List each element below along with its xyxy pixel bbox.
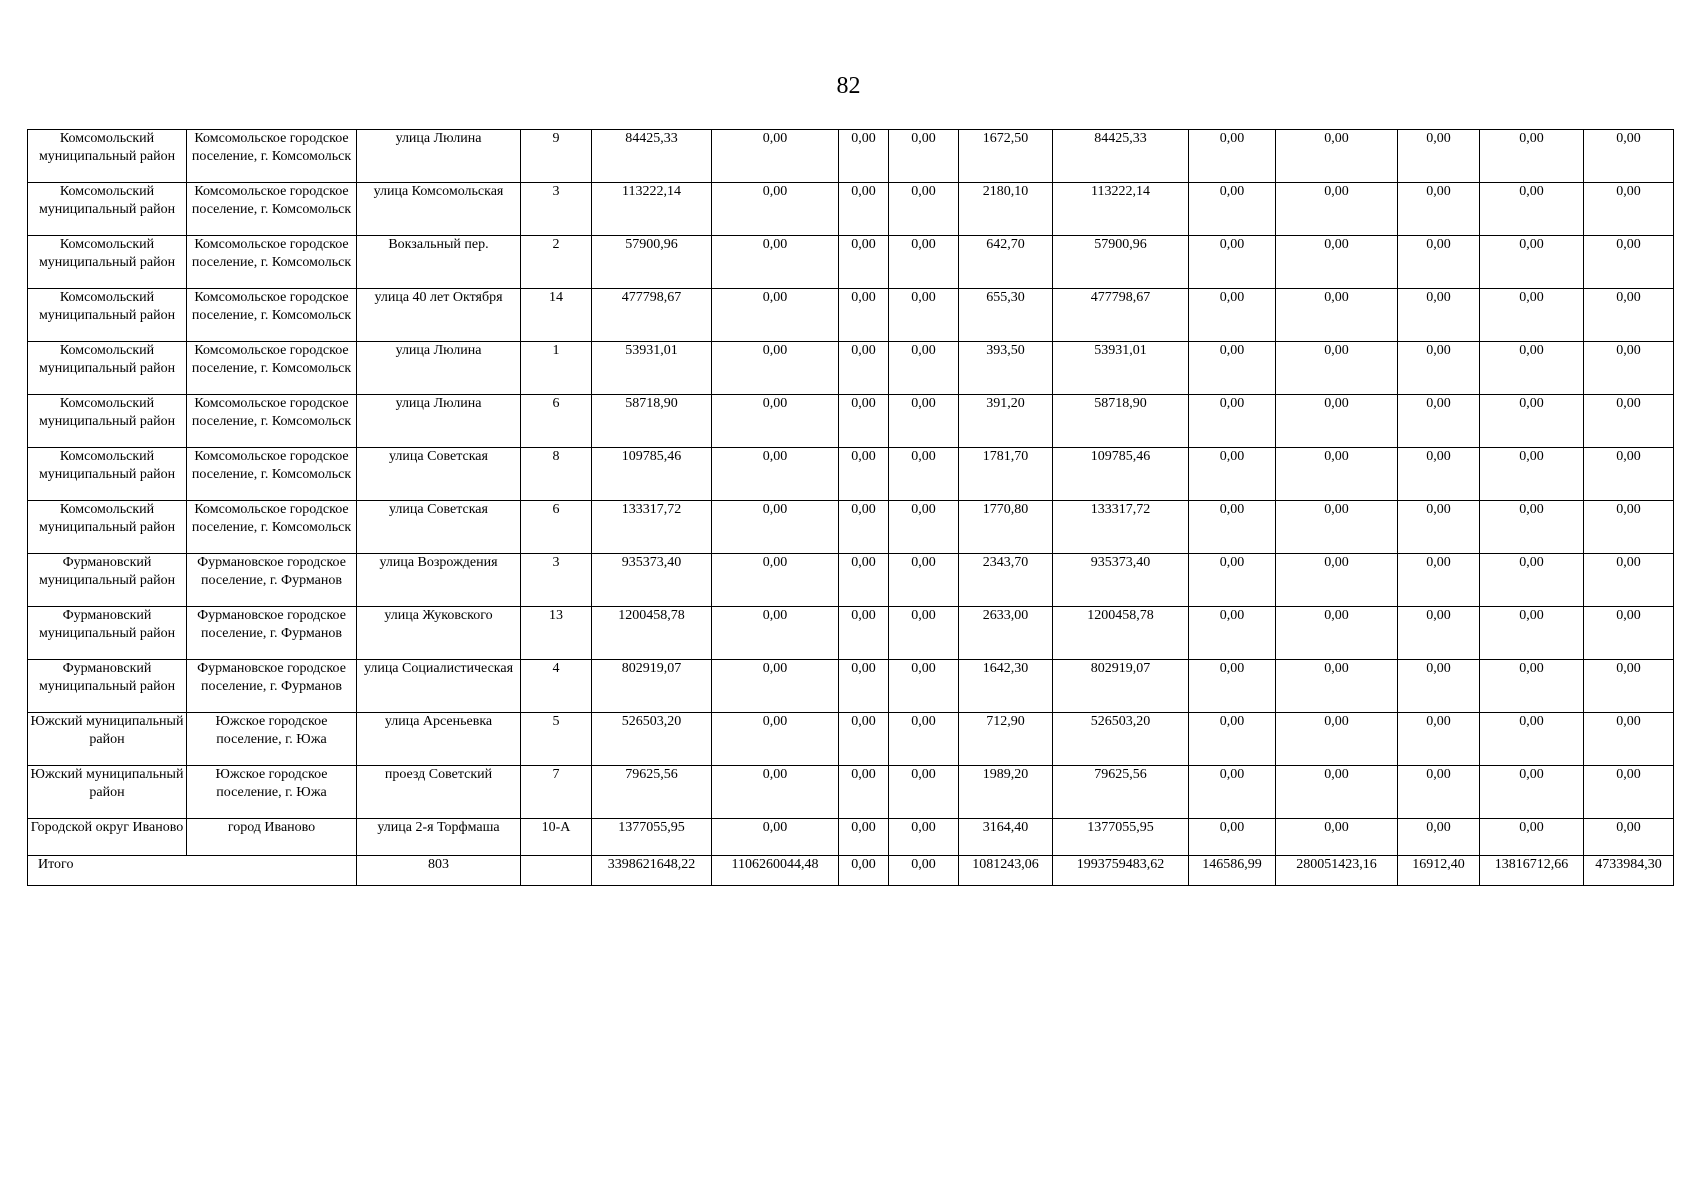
street-cell: улица Комсомольская (357, 183, 521, 236)
value-cell: 0,00 (1276, 236, 1398, 289)
district-cell: Комсомольский муниципальный район (28, 183, 187, 236)
value-cell: 0,00 (712, 395, 839, 448)
value-cell: 0,00 (1276, 342, 1398, 395)
value-cell: 0,00 (1276, 395, 1398, 448)
value-cell: 0,00 (889, 819, 959, 856)
value-cell: 0,00 (1276, 660, 1398, 713)
house-number-cell: 13 (521, 607, 592, 660)
value-cell: 0,00 (1189, 130, 1276, 183)
house-number-cell: 3 (521, 183, 592, 236)
value-cell: 0,00 (1584, 607, 1674, 660)
value-cell: 0,00 (712, 448, 839, 501)
value-cell: 133317,72 (592, 501, 712, 554)
total-value-cell: 16912,40 (1398, 856, 1480, 886)
total-value-cell: 1993759483,62 (1053, 856, 1189, 886)
value-cell: 0,00 (1398, 395, 1480, 448)
district-cell: Южский муниципальный район (28, 766, 187, 819)
value-cell: 0,00 (1584, 554, 1674, 607)
settlement-cell: Южское городское поселение, г. Южа (187, 766, 357, 819)
settlement-cell: Южское городское поселение, г. Южа (187, 713, 357, 766)
value-cell: 0,00 (1480, 395, 1584, 448)
house-number-cell: 7 (521, 766, 592, 819)
settlement-cell: Комсомольское городское поселение, г. Комсомольск (187, 236, 357, 289)
street-cell: улица Социалистическая (357, 660, 521, 713)
district-cell: Фурмановский муниципальный район (28, 660, 187, 713)
table-row (28, 713, 1674, 766)
street-cell: улица Советская (357, 501, 521, 554)
value-cell: 0,00 (839, 554, 889, 607)
value-cell: 0,00 (889, 501, 959, 554)
street-cell: Вокзальный пер. (357, 236, 521, 289)
value-cell: 0,00 (1584, 819, 1674, 856)
settlement-cell: Комсомольское городское поселение, г. Комсомольск (187, 289, 357, 342)
value-cell: 2180,10 (959, 183, 1053, 236)
street-cell: проезд Советский (357, 766, 521, 819)
value-cell: 0,00 (1276, 554, 1398, 607)
table-row (28, 660, 1674, 713)
value-cell: 0,00 (1584, 660, 1674, 713)
value-cell: 0,00 (1276, 607, 1398, 660)
settlement-cell: Фурмановское городское поселение, г. Фурманов (187, 607, 357, 660)
value-cell: 0,00 (1276, 819, 1398, 856)
value-cell: 1377055,95 (1053, 819, 1189, 856)
street-cell: улица Люлина (357, 130, 521, 183)
value-cell: 2343,70 (959, 554, 1053, 607)
table-row (28, 448, 1674, 501)
street-cell: улица 40 лет Октября (357, 289, 521, 342)
value-cell: 0,00 (839, 289, 889, 342)
value-cell: 0,00 (1584, 130, 1674, 183)
value-cell: 0,00 (1398, 607, 1480, 660)
table-row (28, 554, 1674, 607)
value-cell: 0,00 (1480, 660, 1584, 713)
value-cell: 0,00 (889, 660, 959, 713)
table-row (28, 766, 1674, 819)
value-cell: 0,00 (1584, 342, 1674, 395)
value-cell: 0,00 (1398, 183, 1480, 236)
district-cell: Фурмановский муниципальный район (28, 607, 187, 660)
table-row (28, 501, 1674, 554)
table-row (28, 183, 1674, 236)
value-cell: 0,00 (1276, 766, 1398, 819)
value-cell: 0,00 (1398, 713, 1480, 766)
value-cell: 0,00 (1189, 766, 1276, 819)
value-cell: 391,20 (959, 395, 1053, 448)
value-cell: 0,00 (889, 289, 959, 342)
total-value-cell: 0,00 (889, 856, 959, 886)
value-cell: 1781,70 (959, 448, 1053, 501)
value-cell: 0,00 (712, 342, 839, 395)
value-cell: 0,00 (1584, 395, 1674, 448)
value-cell: 0,00 (1189, 289, 1276, 342)
house-number-cell: 9 (521, 130, 592, 183)
value-cell: 655,30 (959, 289, 1053, 342)
value-cell: 935373,40 (592, 554, 712, 607)
house-number-cell: 4 (521, 660, 592, 713)
value-cell: 0,00 (1398, 660, 1480, 713)
value-cell: 113222,14 (1053, 183, 1189, 236)
district-cell: Комсомольский муниципальный район (28, 501, 187, 554)
value-cell: 0,00 (839, 819, 889, 856)
value-cell: 57900,96 (1053, 236, 1189, 289)
total-value-cell: 13816712,66 (1480, 856, 1584, 886)
value-cell: 0,00 (1480, 236, 1584, 289)
value-cell: 0,00 (1480, 130, 1584, 183)
value-cell: 0,00 (1189, 660, 1276, 713)
value-cell: 58718,90 (592, 395, 712, 448)
value-cell: 0,00 (1398, 130, 1480, 183)
total-label: Итого (28, 856, 357, 886)
value-cell: 0,00 (1189, 607, 1276, 660)
value-cell: 0,00 (1189, 501, 1276, 554)
value-cell: 0,00 (712, 607, 839, 660)
value-cell: 0,00 (889, 130, 959, 183)
district-cell: Комсомольский муниципальный район (28, 342, 187, 395)
report-table (27, 129, 1674, 886)
district-cell: Фурмановский муниципальный район (28, 554, 187, 607)
total-house-cell (521, 856, 592, 886)
street-cell: улица Арсеньевка (357, 713, 521, 766)
value-cell: 712,90 (959, 713, 1053, 766)
street-cell: улица Жуковского (357, 607, 521, 660)
page-number: 82 (836, 73, 861, 99)
value-cell: 0,00 (1584, 236, 1674, 289)
value-cell: 53931,01 (592, 342, 712, 395)
total-value-cell: 0,00 (839, 856, 889, 886)
settlement-cell: город Иваново (187, 819, 357, 856)
value-cell: 0,00 (1584, 183, 1674, 236)
value-cell: 79625,56 (1053, 766, 1189, 819)
value-cell: 0,00 (839, 501, 889, 554)
value-cell: 0,00 (1276, 130, 1398, 183)
value-cell: 0,00 (1480, 448, 1584, 501)
value-cell: 526503,20 (1053, 713, 1189, 766)
settlement-cell: Комсомольское городское поселение, г. Комсомольск (187, 448, 357, 501)
value-cell: 526503,20 (592, 713, 712, 766)
settlement-cell: Комсомольское городское поселение, г. Комсомольск (187, 501, 357, 554)
value-cell: 1642,30 (959, 660, 1053, 713)
table-body (28, 130, 1674, 886)
table-row (28, 130, 1674, 183)
value-cell: 0,00 (889, 448, 959, 501)
value-cell: 0,00 (1398, 501, 1480, 554)
street-cell: улица 2-я Торфмаша (357, 819, 521, 856)
value-cell: 0,00 (712, 554, 839, 607)
value-cell: 0,00 (1276, 289, 1398, 342)
value-cell: 84425,33 (592, 130, 712, 183)
value-cell: 935373,40 (1053, 554, 1189, 607)
value-cell: 0,00 (889, 183, 959, 236)
street-cell: улица Люлина (357, 395, 521, 448)
value-cell: 0,00 (1480, 554, 1584, 607)
district-cell: Комсомольский муниципальный район (28, 130, 187, 183)
value-cell: 1989,20 (959, 766, 1053, 819)
value-cell: 0,00 (712, 713, 839, 766)
value-cell: 0,00 (712, 130, 839, 183)
value-cell: 0,00 (1398, 289, 1480, 342)
house-number-cell: 8 (521, 448, 592, 501)
value-cell: 0,00 (889, 607, 959, 660)
value-cell: 0,00 (1398, 236, 1480, 289)
house-number-cell: 6 (521, 395, 592, 448)
total-value-cell: 146586,99 (1189, 856, 1276, 886)
value-cell: 0,00 (839, 342, 889, 395)
value-cell: 0,00 (839, 713, 889, 766)
value-cell: 0,00 (1189, 448, 1276, 501)
settlement-cell: Комсомольское городское поселение, г. Комсомольск (187, 395, 357, 448)
house-number-cell: 5 (521, 713, 592, 766)
value-cell: 0,00 (1276, 501, 1398, 554)
value-cell: 0,00 (1189, 713, 1276, 766)
value-cell: 1200458,78 (592, 607, 712, 660)
settlement-cell: Комсомольское городское поселение, г. Комсомольск (187, 342, 357, 395)
value-cell: 109785,46 (1053, 448, 1189, 501)
house-number-cell: 2 (521, 236, 592, 289)
value-cell: 1200458,78 (1053, 607, 1189, 660)
value-cell: 802919,07 (592, 660, 712, 713)
settlement-cell: Комсомольское городское поселение, г. Комсомольск (187, 183, 357, 236)
value-cell: 0,00 (712, 819, 839, 856)
value-cell: 1770,80 (959, 501, 1053, 554)
total-row (28, 856, 1674, 886)
table-row (28, 342, 1674, 395)
value-cell: 0,00 (1480, 819, 1584, 856)
value-cell: 0,00 (889, 766, 959, 819)
value-cell: 0,00 (889, 342, 959, 395)
value-cell: 0,00 (1189, 183, 1276, 236)
value-cell: 1672,50 (959, 130, 1053, 183)
value-cell: 0,00 (712, 501, 839, 554)
value-cell: 109785,46 (592, 448, 712, 501)
value-cell: 0,00 (1584, 501, 1674, 554)
value-cell: 642,70 (959, 236, 1053, 289)
district-cell: Комсомольский муниципальный район (28, 236, 187, 289)
value-cell: 0,00 (839, 766, 889, 819)
total-count-cell: 803 (357, 856, 521, 886)
value-cell: 133317,72 (1053, 501, 1189, 554)
value-cell: 0,00 (1398, 554, 1480, 607)
value-cell: 0,00 (712, 236, 839, 289)
value-cell: 0,00 (712, 766, 839, 819)
table-row (28, 236, 1674, 289)
table-row (28, 819, 1674, 856)
value-cell: 0,00 (1398, 342, 1480, 395)
total-value-cell: 3398621648,22 (592, 856, 712, 886)
value-cell: 53931,01 (1053, 342, 1189, 395)
value-cell: 393,50 (959, 342, 1053, 395)
total-value-cell: 1106260044,48 (712, 856, 839, 886)
district-cell: Комсомольский муниципальный район (28, 448, 187, 501)
value-cell: 0,00 (1584, 289, 1674, 342)
value-cell: 0,00 (712, 289, 839, 342)
street-cell: улица Советская (357, 448, 521, 501)
value-cell: 3164,40 (959, 819, 1053, 856)
value-cell: 0,00 (839, 607, 889, 660)
value-cell: 0,00 (1189, 395, 1276, 448)
value-cell: 0,00 (1584, 448, 1674, 501)
table-row (28, 395, 1674, 448)
value-cell: 57900,96 (592, 236, 712, 289)
value-cell: 0,00 (1480, 766, 1584, 819)
value-cell: 0,00 (889, 236, 959, 289)
value-cell: 58718,90 (1053, 395, 1189, 448)
total-value-cell: 4733984,30 (1584, 856, 1674, 886)
district-cell: Городской округ Иваново (28, 819, 187, 856)
street-cell: улица Возрождения (357, 554, 521, 607)
value-cell: 0,00 (1189, 342, 1276, 395)
house-number-cell: 3 (521, 554, 592, 607)
value-cell: 0,00 (1276, 183, 1398, 236)
value-cell: 0,00 (1276, 713, 1398, 766)
value-cell: 0,00 (839, 130, 889, 183)
value-cell: 0,00 (1276, 448, 1398, 501)
house-number-cell: 10-А (521, 819, 592, 856)
street-cell: улица Люлина (357, 342, 521, 395)
value-cell: 113222,14 (592, 183, 712, 236)
value-cell: 477798,67 (592, 289, 712, 342)
value-cell: 0,00 (1584, 766, 1674, 819)
district-cell: Комсомольский муниципальный район (28, 395, 187, 448)
value-cell: 0,00 (839, 660, 889, 713)
value-cell: 0,00 (1480, 607, 1584, 660)
table-row (28, 607, 1674, 660)
house-number-cell: 1 (521, 342, 592, 395)
value-cell: 0,00 (889, 395, 959, 448)
value-cell: 0,00 (1480, 289, 1584, 342)
value-cell: 0,00 (1398, 766, 1480, 819)
value-cell: 0,00 (1189, 554, 1276, 607)
value-cell: 2633,00 (959, 607, 1053, 660)
value-cell: 0,00 (839, 236, 889, 289)
value-cell: 0,00 (839, 395, 889, 448)
value-cell: 0,00 (889, 713, 959, 766)
value-cell: 0,00 (1480, 713, 1584, 766)
value-cell: 0,00 (889, 554, 959, 607)
value-cell: 79625,56 (592, 766, 712, 819)
district-cell: Комсомольский муниципальный район (28, 289, 187, 342)
house-number-cell: 6 (521, 501, 592, 554)
value-cell: 0,00 (712, 660, 839, 713)
total-value-cell: 1081243,06 (959, 856, 1053, 886)
value-cell: 0,00 (839, 448, 889, 501)
value-cell: 477798,67 (1053, 289, 1189, 342)
value-cell: 0,00 (1189, 819, 1276, 856)
value-cell: 802919,07 (1053, 660, 1189, 713)
value-cell: 0,00 (1584, 713, 1674, 766)
value-cell: 0,00 (839, 183, 889, 236)
value-cell: 1377055,95 (592, 819, 712, 856)
value-cell: 0,00 (1189, 236, 1276, 289)
value-cell: 0,00 (1480, 183, 1584, 236)
value-cell: 0,00 (712, 183, 839, 236)
table-row (28, 289, 1674, 342)
value-cell: 0,00 (1480, 342, 1584, 395)
value-cell: 84425,33 (1053, 130, 1189, 183)
district-cell: Южский муниципальный район (28, 713, 187, 766)
settlement-cell: Фурмановское городское поселение, г. Фурманов (187, 554, 357, 607)
settlement-cell: Фурмановское городское поселение, г. Фурманов (187, 660, 357, 713)
settlement-cell: Комсомольское городское поселение, г. Комсомольск (187, 130, 357, 183)
value-cell: 0,00 (1480, 501, 1584, 554)
house-number-cell: 14 (521, 289, 592, 342)
value-cell: 0,00 (1398, 819, 1480, 856)
total-value-cell: 280051423,16 (1276, 856, 1398, 886)
value-cell: 0,00 (1398, 448, 1480, 501)
